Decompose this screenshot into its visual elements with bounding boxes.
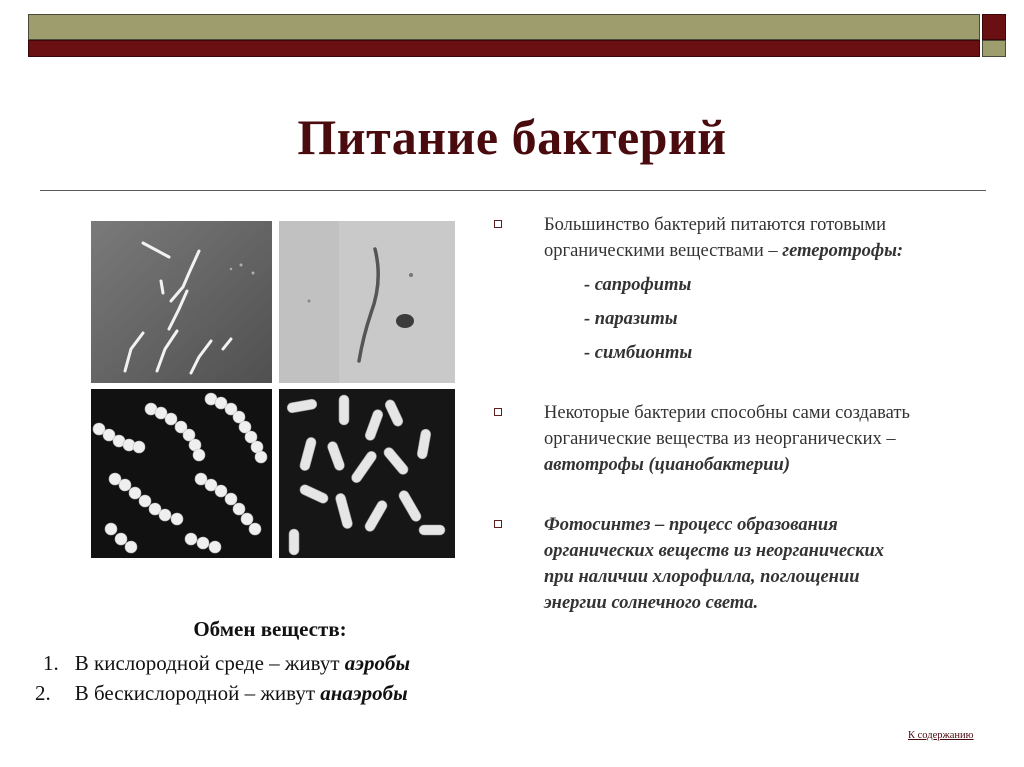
list-item: - сапрофиты	[584, 275, 692, 295]
list-item: - симбионты	[584, 343, 693, 363]
bullet-autotrophs	[490, 400, 995, 478]
bullet-list	[490, 212, 995, 616]
bullet-emphasis: энергии солнечного света.	[544, 593, 759, 613]
bullet-text: органические вещества из неорганических –	[544, 429, 896, 449]
header-square-red	[982, 14, 1006, 40]
list-item: - паразиты	[584, 309, 678, 329]
bullet-square-icon	[494, 408, 502, 416]
item-number: 2.	[35, 681, 51, 705]
header-square-olive	[982, 40, 1006, 57]
metabolism-item-2	[35, 678, 408, 708]
photo-rod-bacteria	[279, 389, 455, 558]
bullet-emphasis: органических веществ из неорганических	[544, 541, 885, 561]
photo-streptococcus-chains	[91, 389, 272, 558]
title-divider	[40, 190, 986, 191]
header-bar-red	[28, 40, 980, 57]
item-emphasis: аэробы	[344, 651, 411, 675]
bullet-emphasis: автотрофы (цианобактерии)	[544, 455, 790, 475]
photo-filamentous-bacteria	[91, 221, 272, 383]
bullet-emphasis: Фотосинтез – процесс образования	[544, 515, 838, 535]
bullet-text: Некоторые бактерии способны сами создавать	[544, 403, 910, 423]
contents-link[interactable]: К содержанию	[908, 730, 974, 741]
bullet-heterotrophs	[490, 212, 995, 366]
bullet-photosynthesis	[490, 512, 995, 616]
page-title: Питание бактерий	[297, 109, 727, 165]
bullet-square-icon	[494, 220, 502, 228]
photo-spirillum	[279, 221, 455, 383]
item-number: 1.	[43, 651, 59, 675]
bullet-text: Большинство бактерий питаются готовыми	[544, 215, 887, 235]
metabolism-heading: Обмен веществ:	[193, 617, 347, 641]
bullet-text: органическими веществами –	[544, 241, 783, 261]
metabolism-item-1	[43, 648, 410, 678]
bullet-emphasis: при наличии хлорофилла, поглощении	[544, 567, 860, 587]
item-emphasis: анаэробы	[320, 681, 408, 705]
header-bar-olive	[28, 14, 980, 40]
item-text: В бескислородной – живут	[74, 681, 321, 705]
item-text: В кислородной среде – живут	[74, 651, 345, 675]
bullet-emphasis: гетеротрофы:	[782, 241, 904, 261]
bullet-square-icon	[494, 520, 502, 528]
